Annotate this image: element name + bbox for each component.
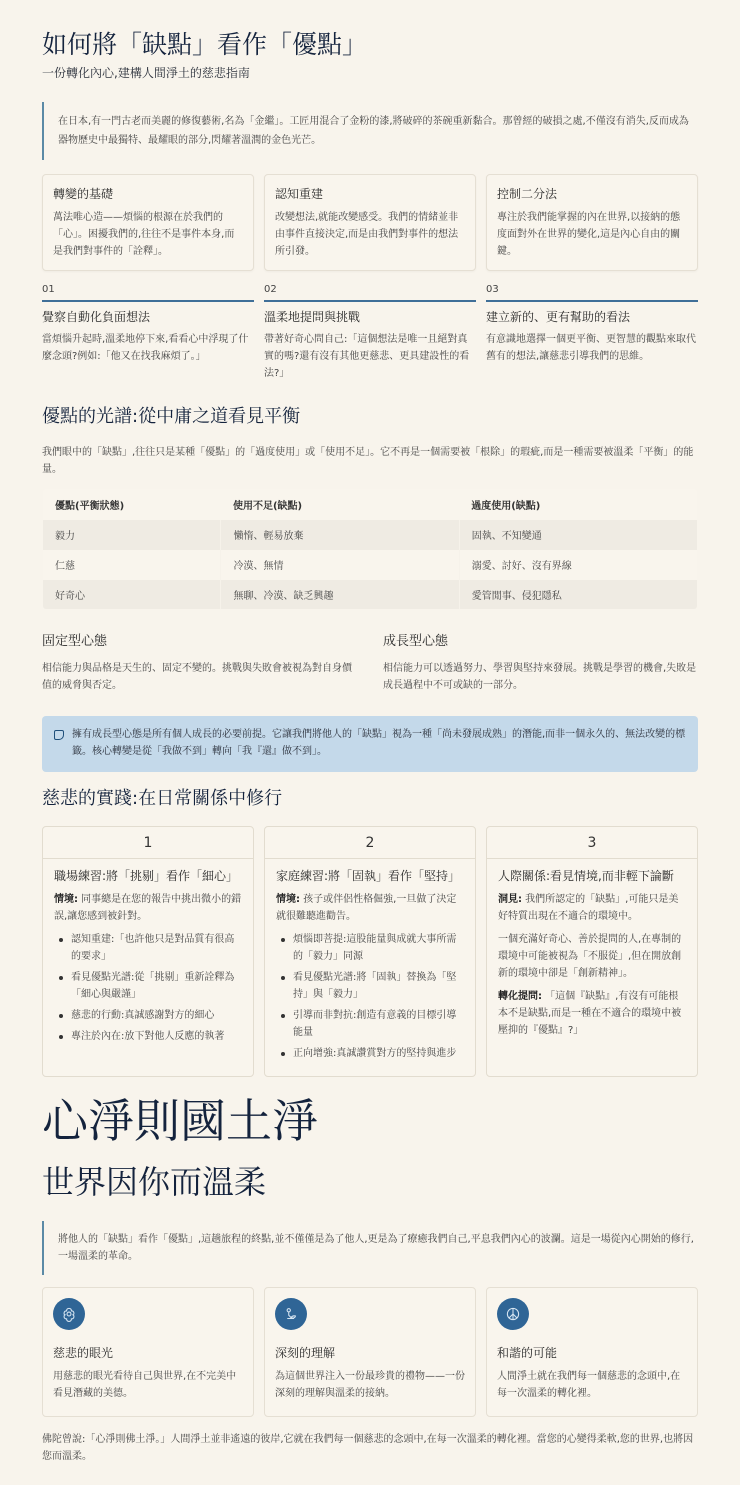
page-title: 如何將「缺點」看作「優點」 xyxy=(42,30,368,59)
section-text: 我們眼中的「缺點」,往往只是某種「優點」的「過度使用」或「使用不足」。它不再是一個需要被「根除」的瑕疵,而是一種需要被溫柔「平衡」的能量。 xyxy=(42,447,694,475)
page-subtitle: 一份轉化內心,建構人間淨土的慈悲指南 xyxy=(42,66,250,80)
closing-text: 佛陀曾說:「心淨則佛土淨。」人間淨土並非遙遠的彼岸,它就在我們每一個慈悲的念頭中,在每一次溫柔的轉化裡。當您的心變得柔軟,您的世界,也將因您而溫柔。 xyxy=(42,1434,694,1462)
step-item xyxy=(264,283,476,382)
callout-text: 擁有成長型心態是所有個人成長的必要前提。它讓我們將他人的「缺點」視為一種「尚未發展成熟」的潛能,而非一個永久的、無法改變的標籤。核心轉變是從「我做不到」轉向「我『還』做不到」。 xyxy=(72,729,686,757)
foundation-card xyxy=(264,174,476,271)
final-card xyxy=(486,1287,698,1417)
step-text: 有意識地選擇一個更平衡、更智慧的觀點來取代舊有的想法,讓慈悲引導我們的思維。 xyxy=(486,334,696,362)
step-text: 帶著好奇心問自己:「這個想法是唯一且絕對真實的嗎?還有沒有其他更慈悲、更具建設性的看法?」 xyxy=(264,334,470,379)
card-title: 職場練習:將「挑剔」看作「細心」 xyxy=(54,869,239,883)
column-header: 優點(平衡狀態) xyxy=(43,489,221,520)
table-header-row xyxy=(43,489,698,520)
intro-quote: 在日本,有一門古老而美麗的修復藝術,名為「金繼」。工匠用混合了金粉的漆,將破碎的茶碗重新黏合。那曾經的破損之處,不僅沒有消失,反而成為器物歷史中最獨特、最耀眼的部分,閃耀著溫潤的金色光芒。 xyxy=(42,102,698,160)
final-cards xyxy=(42,1287,698,1417)
table-cell: 毅力 xyxy=(43,520,221,550)
card-text: 人間淨土就在我們每一個慈悲的念頭中,在每一次溫柔的轉化裡。 xyxy=(497,1371,681,1399)
card-title: 認知重建 xyxy=(275,187,324,201)
card-text: 萬法唯心造——煩惱的根源在於我們的「心」。困擾我們的,往往不是事件本身,而是我們對事件的「詮釋」。 xyxy=(53,212,235,257)
mindset-title: 固定型心態 xyxy=(42,634,108,649)
card-bullets xyxy=(276,931,465,1062)
card-context: 情境: 孩子或伴侶性格倔強,一旦做了決定就很難聽進勸告。 xyxy=(276,894,457,922)
final-card xyxy=(264,1287,476,1417)
card-title: 深刻的理解 xyxy=(275,1346,336,1360)
card-question: 轉化提問: 「這個『缺點』,有沒有可能根本不是缺點,而是一種在不適合的環境中被壓抑的『優點』?」 xyxy=(498,991,682,1036)
context-label: 情境: xyxy=(54,894,78,905)
practice-section xyxy=(42,786,698,1077)
question-label: 轉化提問: xyxy=(498,991,542,1002)
table-cell: 固執、不知變通 xyxy=(459,520,697,550)
list-item: 看見優點光譜:將「固執」替換為「堅持」與「毅力」 xyxy=(276,969,465,1003)
card-text: 改變想法,就能改變感受。我們的情緒並非由事件直接決定,而是由我們對事件的想法所引發。 xyxy=(275,212,459,257)
conclusion-quote: 將他人的「缺點」看作「優點」,這趟旅程的終點,並不僅僅是為了他人,更是為了療癒我們自己,平息我們內心的波瀾。這是一場從內心開始的修行,一場溫柔的革命。 xyxy=(42,1221,698,1275)
foundation-card xyxy=(42,174,254,271)
list-item: 專注於內在:放下對他人反應的執著 xyxy=(54,1028,243,1045)
step-item xyxy=(486,283,698,382)
column-header: 使用不足(缺點) xyxy=(221,489,459,520)
card-number: 2 xyxy=(265,827,475,859)
spectrum-table xyxy=(42,488,698,610)
table-cell: 愛管閒事、侵犯隱私 xyxy=(459,580,697,610)
insight-label: 洞見: xyxy=(498,894,522,905)
list-item: 認知重建:「也許他只是對品質有很高的要求」 xyxy=(54,931,243,965)
table-cell: 好奇心 xyxy=(43,580,221,610)
final-card xyxy=(42,1287,254,1417)
table-row xyxy=(43,520,698,550)
mindset-growth xyxy=(383,632,698,694)
context-label: 情境: xyxy=(276,894,300,905)
card-example: 一個充滿好奇心、善於提問的人,在專制的環境中可能被視為「不服從」,但在開放創新的環境中卻是「創新精神」。 xyxy=(498,934,682,979)
mindset-fixed xyxy=(42,632,357,694)
list-item: 慈悲的行動:真誠感謝對方的細心 xyxy=(54,1007,243,1024)
step-text: 當煩惱升起時,溫柔地停下來,看看心中浮現了什麼念頭?例如:「他又在找我麻煩了。」 xyxy=(42,334,249,362)
list-item: 煩惱即菩提:這股能量與成就大事所需的「毅力」同源 xyxy=(276,931,465,965)
practice-card xyxy=(486,826,698,1077)
flower-icon xyxy=(53,1298,85,1330)
table-cell: 無聊、冷漠、缺乏興趣 xyxy=(221,580,459,610)
step-item xyxy=(42,283,254,382)
list-item: 看見優點光譜:從「挑剔」重新詮釋為「細心與嚴謹」 xyxy=(54,969,243,1003)
list-item: 引導而非對抗:創造有意義的目標引導能量 xyxy=(276,1007,465,1041)
card-title: 家庭練習:將「固執」看作「堅持」 xyxy=(276,869,461,883)
table-cell: 溺愛、討好、沒有界線 xyxy=(459,550,697,580)
card-text: 專注於我們能掌握的內在世界,以接納的態度面對外在世界的變化,這是內心自由的關鍵。 xyxy=(497,212,681,257)
mindsets xyxy=(42,632,698,694)
conclusion-title: 心淨則國土淨 xyxy=(42,1094,318,1148)
table-cell: 懶惰、輕易放棄 xyxy=(221,520,459,550)
section-heading: 慈悲的實踐:在日常關係中修行 xyxy=(42,788,283,809)
column-header: 過度使用(缺點) xyxy=(459,489,697,520)
practice-card xyxy=(42,826,254,1077)
card-title: 人際關係:看見情境,而非輕下論斷 xyxy=(498,869,674,883)
conclusion-subtitle: 世界因你而溫柔 xyxy=(42,1163,267,1201)
practice-cards xyxy=(42,826,698,1077)
mindset-text: 相信能力與品格是天生的、固定不變的。挑戰與失敗會被視為對自身價值的威脅與否定。 xyxy=(42,663,352,691)
table-row xyxy=(43,550,698,580)
card-title: 控制二分法 xyxy=(497,187,558,201)
step-title: 建立新的、更有幫助的看法 xyxy=(486,310,631,324)
foundation-cards xyxy=(42,174,698,271)
card-insight: 洞見: 我們所認定的「缺點」,可能只是美好特質出現在不適合的環境中。 xyxy=(498,894,679,922)
table-row xyxy=(43,580,698,610)
card-text: 用慈悲的眼光看待自己與世界,在不完美中看見潛藏的美德。 xyxy=(53,1371,237,1399)
seedling-icon xyxy=(275,1298,307,1330)
card-number: 3 xyxy=(487,827,697,859)
conclusion-section xyxy=(42,1091,698,1465)
table-cell: 仁慈 xyxy=(43,550,221,580)
peace-icon xyxy=(497,1298,529,1330)
list-item: 正向增強:真誠讚賞對方的堅持與進步 xyxy=(276,1045,465,1062)
card-title: 轉變的基礎 xyxy=(53,187,114,201)
steps xyxy=(42,283,698,382)
card-bullets xyxy=(54,931,243,1045)
step-number: 01 xyxy=(42,283,254,302)
foundation-card xyxy=(486,174,698,271)
spectrum-section xyxy=(42,404,698,610)
card-context: 情境: 同事總是在您的報告中挑出微小的錯誤,讓您感到被針對。 xyxy=(54,894,242,922)
step-title: 溫柔地提問與挑戰 xyxy=(264,310,361,324)
table-cell: 冷漠、無情 xyxy=(221,550,459,580)
section-heading: 優點的光譜:從中庸之道看見平衡 xyxy=(42,406,301,427)
note-icon xyxy=(54,730,64,740)
card-number: 1 xyxy=(43,827,253,859)
card-title: 慈悲的眼光 xyxy=(53,1346,114,1360)
practice-card xyxy=(264,826,476,1077)
step-title: 覺察自動化負面想法 xyxy=(42,310,151,324)
step-number: 03 xyxy=(486,283,698,302)
mindset-text: 相信能力可以透過努力、學習與堅持來發展。挑戰是學習的機會,失敗是成長過程中不可或缺的一部分。 xyxy=(383,663,697,691)
card-text: 為這個世界注入一份最珍貴的禮物——一份深刻的理解與溫柔的接納。 xyxy=(275,1371,465,1399)
step-number: 02 xyxy=(264,283,476,302)
growth-callout xyxy=(42,716,698,772)
mindset-title: 成長型心態 xyxy=(383,634,449,649)
card-title: 和諧的可能 xyxy=(497,1346,558,1360)
